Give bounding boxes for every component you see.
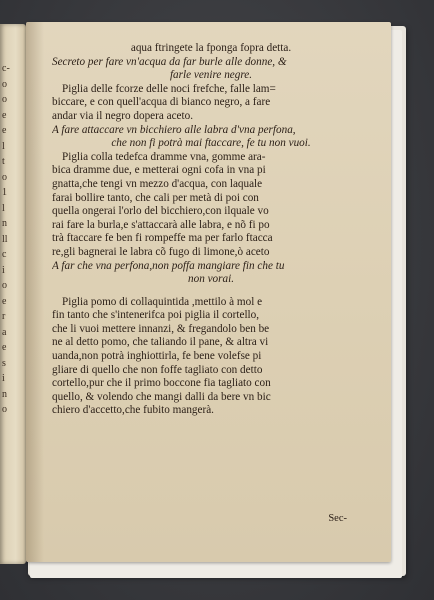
text-line: che non fi potrà mai ftaccare, fe tu non vuoi.: [111, 137, 311, 150]
left-page-fragment: o: [2, 404, 7, 415]
left-page-fragment: l: [2, 140, 5, 152]
text-line: A far che vna perfona,non poffa mangiare fin che tu: [52, 259, 285, 272]
left-page-fragment: e: [2, 125, 7, 136]
left-page-fragment: e: [2, 342, 7, 353]
text-line: uanda,non potrà inghiottirla, fe bene volefse pi: [52, 350, 262, 363]
left-page-fragment: r: [2, 311, 6, 322]
text-line: quello, & volendo che mangi dalli da bere vn bic: [52, 390, 271, 403]
left-page-fragment: c-: [2, 63, 10, 74]
left-page-fragment: o: [2, 171, 7, 183]
left-page-fragment: l: [2, 202, 5, 214]
left-page-fragment: e: [2, 295, 7, 307]
text-line: Piglia delle fcorze delle noci frefche, falle lam=: [62, 82, 276, 95]
text-line: cortello,pur che il primo boccone fia tagliato con: [52, 377, 271, 390]
text-line: re,gli bagnerai le labra cõ fugo di limone,ò aceto: [52, 245, 270, 258]
text-line: farle venire negre.: [169, 69, 253, 82]
left-page-fragment: e: [2, 109, 7, 121]
text-line: gnatta,che tengi vn mezzo d'acqua, con laquale: [52, 177, 263, 190]
text-line: aqua ftringete la fponga fopra detta.: [130, 42, 292, 54]
text-line: trà ftaccare fe ben fi rompeffe ma per farlo ftacca: [52, 232, 273, 245]
text-line: Secreto per fare vn'acqua da far burle alle donne, &: [52, 55, 287, 68]
text-line: Piglia pomo di collaquintida ,mettilo à mol e: [62, 295, 263, 308]
text-line: rai fare la burla,e s'attaccarà alle labra, e nõ fi po: [52, 218, 270, 231]
paragraph-gap: [52, 287, 370, 296]
left-page-fragment: a: [2, 326, 7, 338]
text-line: fin tanto che s'intenerifca poi piglia il cortello,: [52, 309, 260, 322]
text-line: farai bollire tanto, che cali per metà di poi con: [52, 191, 259, 204]
left-page-fragment: o: [2, 280, 7, 291]
text-line: andar via il negro dopera aceto.: [52, 109, 194, 122]
left-page-fragment: i: [2, 264, 5, 276]
text-line: che li vuoi mettere innanzi, & fregandolo ben be: [52, 322, 270, 335]
text-line: ne al detto pomo, che taliando il pane, & altra vi: [52, 336, 269, 349]
left-page-fragment: i: [2, 373, 5, 384]
text-line: A fare attaccare vn bicchiero alle labra d'vna perfona,: [52, 123, 296, 136]
page-text: [52, 42, 370, 418]
text-line: chiero d'accetto,che fubito mangerà.: [52, 404, 214, 417]
text-line: biccare, e con quell'acqua di bianco negro, a fare: [52, 96, 271, 109]
left-page-fragment: n: [2, 388, 7, 400]
left-page-fragment: s: [2, 357, 6, 369]
left-page-fragment: n: [2, 218, 7, 229]
text-line: Piglia colla tedefca dramme vna, gomme ara-: [62, 150, 266, 163]
text-line: gliare di quello che non foffe tagliato con detto: [52, 363, 263, 376]
left-page-fragment: ll: [2, 233, 8, 245]
text-line: quella ongerai l'orlo del bicchiero,con ilquale vo: [52, 205, 269, 218]
left-page-fragment: o: [2, 94, 7, 105]
catchword: Sec-: [328, 513, 347, 524]
book-page: [26, 22, 391, 562]
left-page-fragment: 1: [2, 187, 7, 198]
left-page-fragment: t: [2, 156, 5, 167]
left-page-fragment: o: [2, 78, 7, 90]
left-page-fragment: c: [2, 249, 7, 260]
left-facing-page: [0, 24, 26, 564]
text-line: bica dramme due, e metterai ogni cofa in vna pi: [52, 164, 266, 177]
text-line: non vorai.: [188, 273, 234, 286]
